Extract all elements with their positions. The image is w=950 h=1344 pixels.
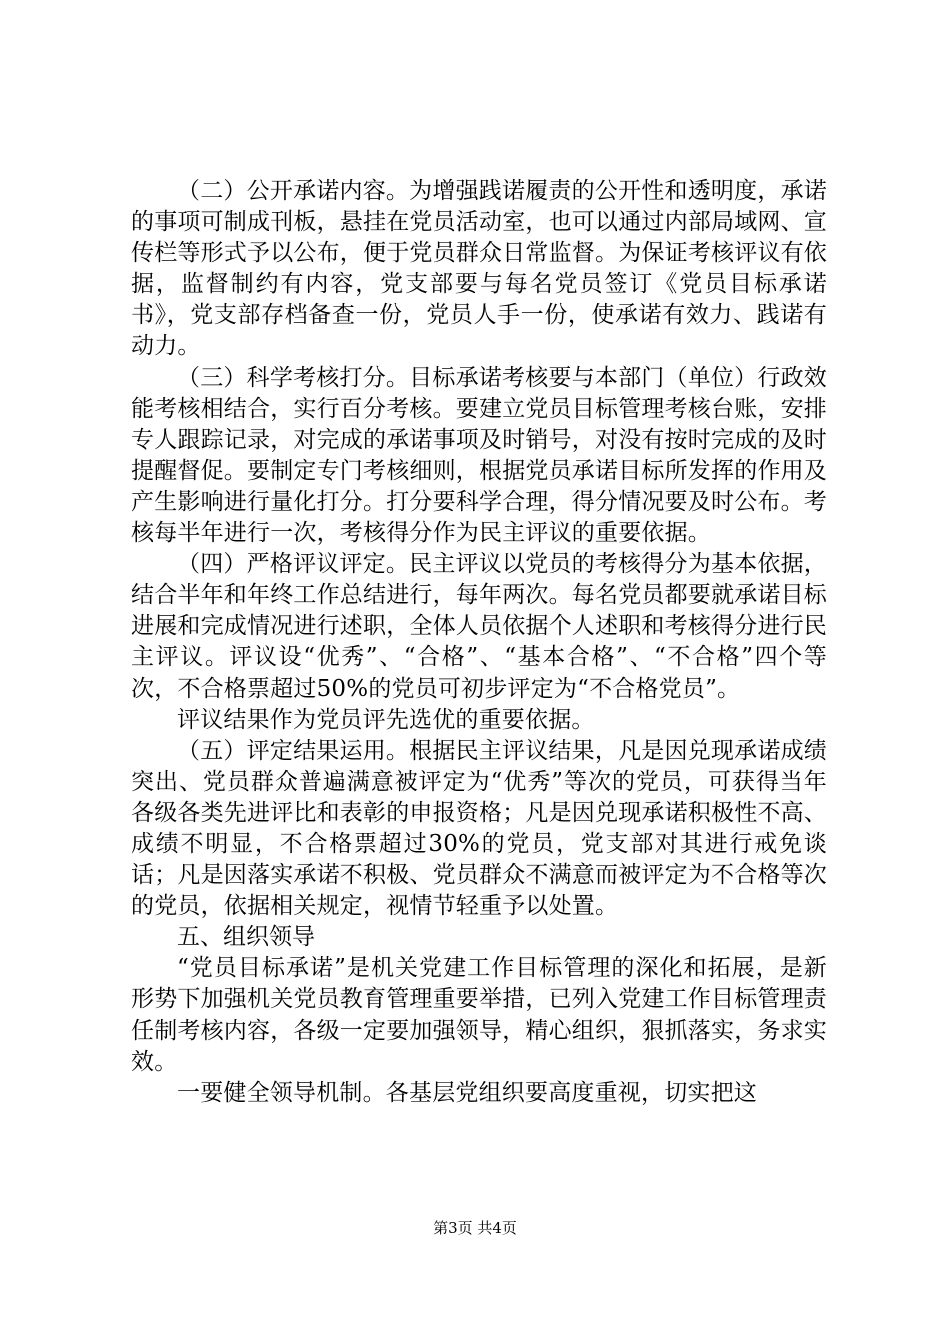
page-number-footer: 第3页 共4页: [433, 1219, 517, 1237]
paragraph-commitment-overview: “党员目标承诺”是机关党建工作目标管理的深化和拓展，是新形势下加强机关党员教育管理重要举措，已列入党建工作目标管理责任制考核内容，各级一定要加强领导，精心组织，狠抓落实，务求实效。: [131, 955, 827, 1075]
paragraph-scientific-assessment: （三）科学考核打分。目标承诺考核要与本部门（单位）行政效能考核相结合，实行百分考核。要建立党员目标管理考核台账，安排专人跟踪记录，对完成的承诺事项及时销号，对没有按时完成的及时提醒督促。要制定专门考核细则，根据党员承诺目标所发挥的作用及产生影响进行量化打分。打分要科学合理，得分情况要及时公布。考核每半年进行一次，考核得分作为民主评议的重要依据。: [131, 364, 827, 547]
paragraph-public-commitment: （二）公开承诺内容。为增强践诺履责的公开性和透明度，承诺的事项可制成刊板，悬挂在党员活动室，也可以通过内部局域网、宣传栏等形式予以公布，便于党员群众日常监督。为保证考核评议有依据，监督制约有内容，党支部要与每名党员签订《党员目标承诺书》，党支部存档备查一份，党员人手一份，使承诺有效力、践诺有动力。: [131, 178, 827, 360]
paragraph-result-application: （五）评定结果运用。根据民主评议结果，凡是因兑现承诺成绩突出、党员群众普遍满意被评定为“优秀”等次的党员，可获得当年各级各类先进评比和表彰的申报资格；凡是因兑现承诺积极性不高、成绩不明显，不合格票超过30%的党员，党支部对其进行戒免谈话；凡是因落实承诺不积极、党员群众不满意而被评定为不合格等次的党员，依据相关规定，视情节轻重予以处置。: [131, 737, 827, 920]
paragraph-evaluation-result: 评议结果作为党员评先选优的重要依据。: [177, 706, 595, 733]
section-heading-organization: 五、组织领导: [177, 924, 315, 951]
paragraph-strict-evaluation: （四）严格评议评定。民主评议以党员的考核得分为基本依据，结合半年和年终工作总结进行，每年两次。每名党员都要就承诺目标进展和完成情况进行述职，全体人员依据个人述职和考核得分进行民主评议。评议设“优秀”、“合格”、“基本合格”、“不合格”四个等次，不合格票超过50%的党员可初步评定为“不合格党员”。: [131, 551, 827, 702]
paragraph-leadership-mechanism: 一要健全领导机制。各基层党组织要高度重视，切实把这: [177, 1079, 757, 1106]
document-body: [131, 176, 827, 1109]
